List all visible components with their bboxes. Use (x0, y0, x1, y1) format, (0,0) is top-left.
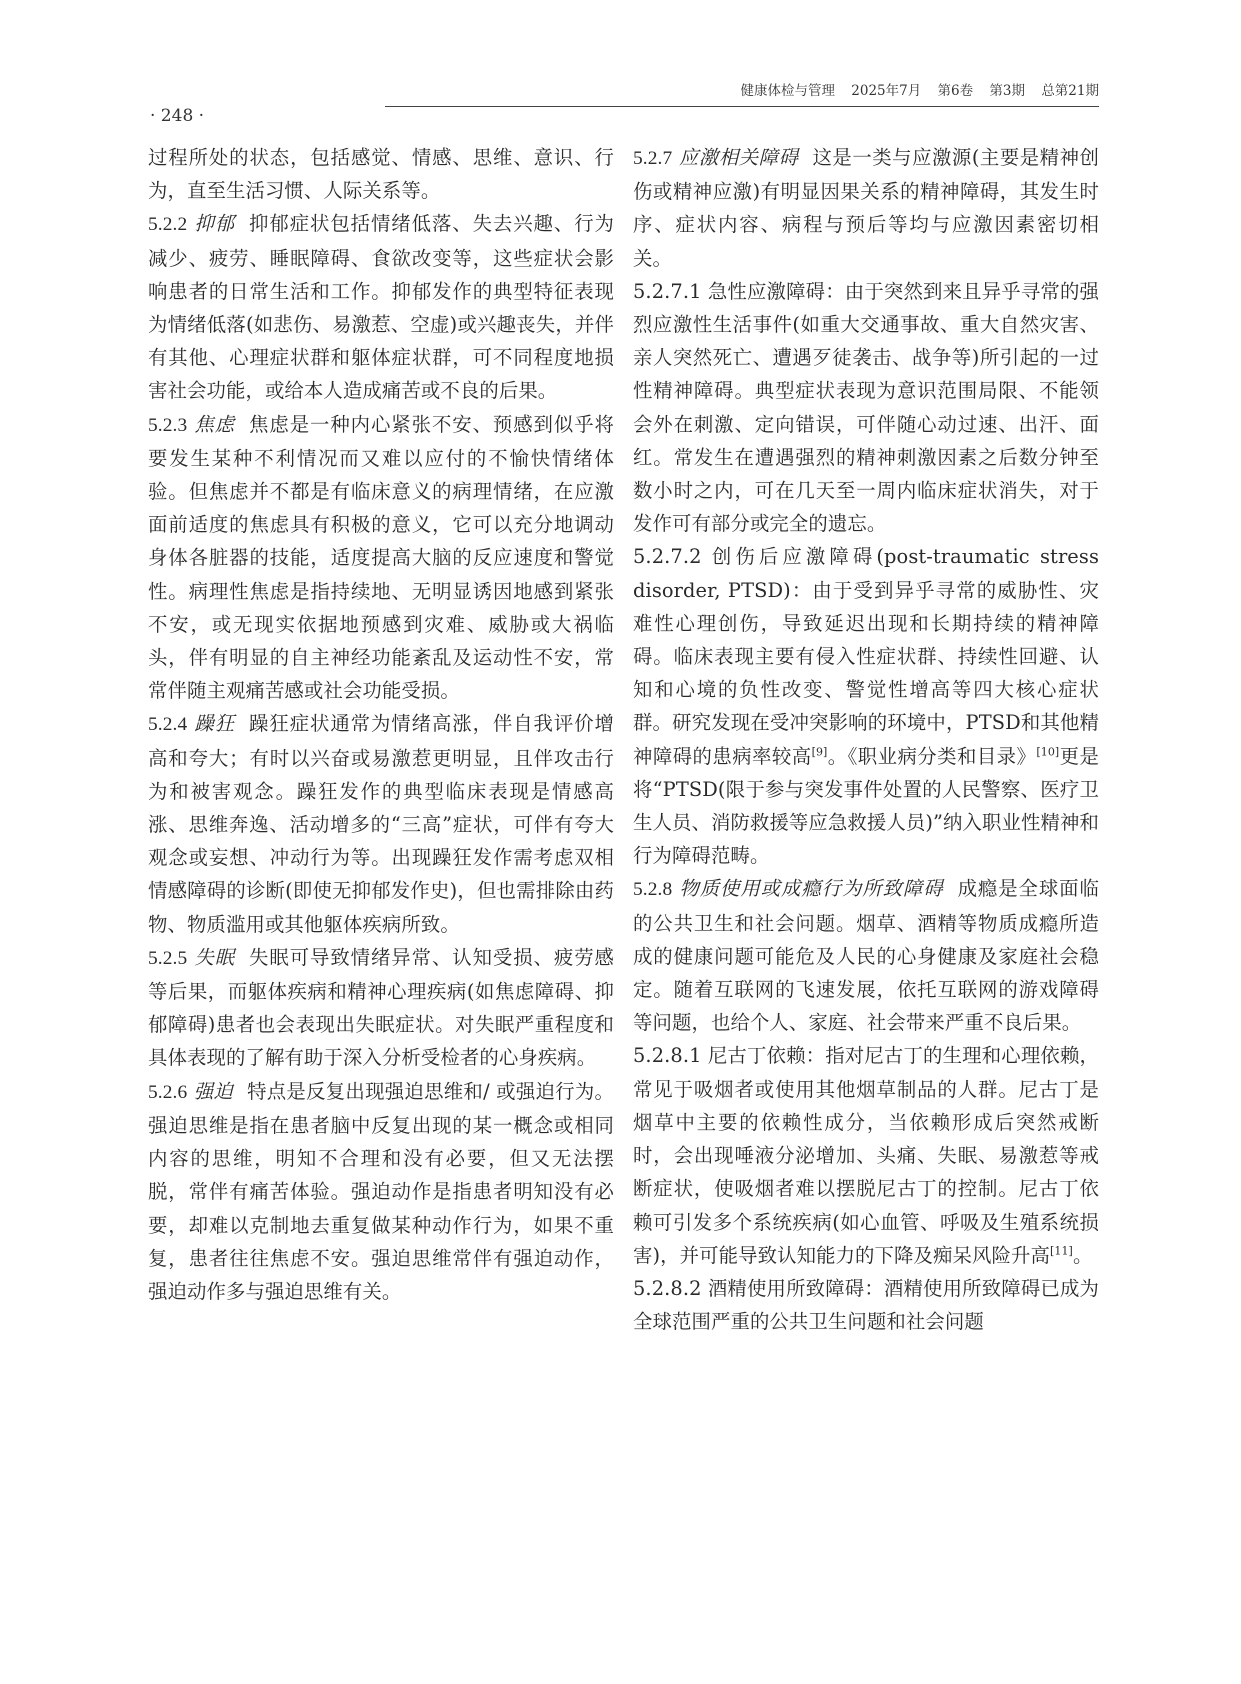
volume: 第6卷 (937, 83, 974, 99)
page-number: · 248 · (150, 106, 205, 126)
section-text: 成瘾是全球面临的公共卫生和社会问题。烟草、酒精等物质成瘾所造成的健康问题可能危及人民的心身健康及家庭社会稳定。随着互联网的飞速发展，依托互联网的游戏障碍等问题，也给个人、家庭、社会带来严重不良后果。 (633, 877, 1099, 1035)
section-5-2-8-2: 5.2.8.2 酒精使用所致障碍：酒精使用所致障碍已成为全球范围严重的公共卫生问题和社会问题 (633, 1276, 1099, 1334)
section-title: 物质使用或成瘾行为所致障碍 (679, 877, 944, 901)
section-5-2-4 (148, 707, 614, 940)
section-5-2-2 (148, 207, 614, 407)
section-text: 特点是反复出现强迫思维和/ 或强迫行为。强迫思维是指在患者脑中反复出现的某一概念或相同内容的思维，明知不合理和没有必要，但又无法摆脱，常伴有痛苦体验。强迫动作是指患者明知没有必要，却难以克制地去重复做某种动作行为，如果不重复，患者往往焦虑不安。强迫思维常伴有强迫动作，强迫动作多与强迫思维有关。 (148, 1079, 615, 1303)
issue-date: 2025年7月 (851, 83, 922, 99)
section-5-2-7 (633, 141, 1099, 275)
section-text: 5.2.7.2 创伤后应激障碍(post-traumatic stress disorder, PTSD)：由于受到异乎寻常的威胁性、灾难性心理创伤，导致延迟出现和长期持续的精神障碍。临床表现主要有侵入性症状群、持续性回避、认知和心境的负性改变、警觉性增高等四大核心症状群。研究发现在受冲突影响的环境中，PTSD和其他精神障碍的患病率较高 (633, 545, 1099, 768)
section-title: 应激相关障碍 (678, 146, 799, 169)
section-number: 5.2.8 (633, 879, 673, 901)
section-text: 。《职业病分类和目录》 (827, 744, 1037, 768)
section-5-2-8 (633, 872, 1099, 1039)
section-text: 更是将“PTSD(限于参与突发事件处置的人民警察、医疗卫生人员、消防救援等应急救援人员)”纳入职业性精神和行为障碍范畴。 (633, 744, 1100, 868)
section-number: 5.2.2 (148, 214, 188, 236)
section-text: 抑郁症状包括情绪低落、失去兴趣、行为减少、疲劳、睡眠障碍、食欲改变等，这些症状会影响患者的日常生活和工作。抑郁发作的典型特征表现为情绪低落(如悲伤、易激惹、空虚)或兴趣丧失，并伴有其他、心理症状群和躯体症状群，可不同程度地损害社会功能，或给本人造成痛苦或不良的后果。 (148, 212, 615, 403)
section-text: 5.2.8.1 尼古丁依赖：指对尼古丁的生理和心理依赖，常见于吸烟者或使用其他烟草制品的人群。尼古丁是烟草中主要的依赖性成分，当依赖形成后突然戒断时，会出现唾液分泌增加、头痛、失眠、易激惹等戒断症状，使吸烟者难以摆脱尼古丁的控制。尼古丁依赖可引发多个系统疾病(如心血管、呼吸及生殖系统损害)，并可能导致认知能力的下降及痴呆风险升高 (633, 1044, 1099, 1267)
section-number: 5.2.5 (148, 947, 188, 969)
citation-ref: [11] (1049, 1244, 1073, 1258)
section-title: 焦虑 (194, 412, 236, 436)
section-5-2-3 (148, 408, 614, 708)
issue-number: 第3期 (989, 83, 1026, 99)
section-5-2-7-2 (633, 540, 1099, 872)
section-title: 躁狂 (194, 712, 236, 736)
citation-ref: [9] (811, 745, 828, 759)
section-5-2-8-1 (633, 1039, 1099, 1271)
right-column (633, 141, 1099, 1338)
section-text: 失眠可导致情绪异常、认知受损、疲劳感等后果，而躯体疾病和精神心理疾病(如焦虑障碍、抑郁障碍)患者也会表现出失眠症状。对失眠严重程度和具体表现的了解有助于深入分析受检者的心身疾病。 (148, 945, 615, 1070)
journal-name: 健康体检与管理 (740, 83, 835, 99)
section-text: 躁狂症状通常为情绪高涨，伴自我评价增高和夸大；有时以兴奋或易激惹更明显，且伴攻击行为和被害观念。躁狂发作的典型临床表现是情感高涨、思维奔逸、活动增多的“三高”症状，可伴有夸大观念或妄想、冲动行为等。出现躁狂发作需考虑双相情感障碍的诊断(即使无抑郁发作史)，但也需排除由药物、物质滥用或其他躯体疾病所致。 (148, 712, 615, 936)
total-issue: 总第21期 (1041, 83, 1099, 99)
citation-ref: [10] (1036, 745, 1060, 759)
section-number: 5.2.7 (633, 148, 673, 169)
section-title: 强迫 (193, 1079, 234, 1103)
section-5-2-6 (148, 1075, 614, 1308)
section-5-2-7-1: 5.2.7.1 急性应激障碍：由于突然到来且异乎寻常的强烈应激性生活事件(如重大交通事故、重大自然灾害、亲人突然死亡、遭遇歹徒袭击、战争等)所引起的一过性精神障碍。典型症状表现为意识范围局限、不能领会外在刺激、定向错误，可伴随心动过速、出汗、面红。常发生在遭遇强烈的精神刺激因素之后数分钟至数小时之内，可在几天至一周内临床症状消失，对于发作可有部分或完全的遗忘。 (633, 279, 1099, 536)
section-number: 5.2.3 (148, 414, 188, 436)
section-title: 抑郁 (194, 212, 236, 236)
section-number: 5.2.6 (148, 1081, 188, 1103)
section-title: 失眠 (194, 945, 236, 969)
section-number: 5.2.4 (148, 714, 188, 736)
left-column (148, 141, 614, 1308)
section-text: 。 (1072, 1243, 1093, 1267)
section-text: 焦虑是一种内心紧张不安、预感到似乎将要发生某种不利情况而又难以应付的不愉快情绪体验。但焦虑并不都是有临床意义的病理情绪，在应激面前适度的焦虑具有积极的意义，它可以充分地调动身体各脏器的技能，适度提高大脑的反应速度和警觉性。病理性焦虑是指持续地、无明显诱因地感到紧张不安，或无现实依据地预感到灾难、威胁或大祸临头，伴有明显的自主神经功能紊乱及运动性不安，常常伴随主观痛苦感或社会功能受损。 (148, 412, 615, 703)
running-header (385, 82, 1099, 107)
section-5-2-5 (148, 941, 614, 1075)
paragraph-continued: 过程所处的状态，包括感觉、情感、思维、意识、行为，直至生活习惯、人际关系等。 (148, 146, 614, 203)
section-text: 这是一类与应激源(主要是精神创伤或精神应激)有明显因果关系的精神障碍，其发生时序、症状内容、病程与预后等均与应激因素密切相关。 (633, 146, 1100, 270)
